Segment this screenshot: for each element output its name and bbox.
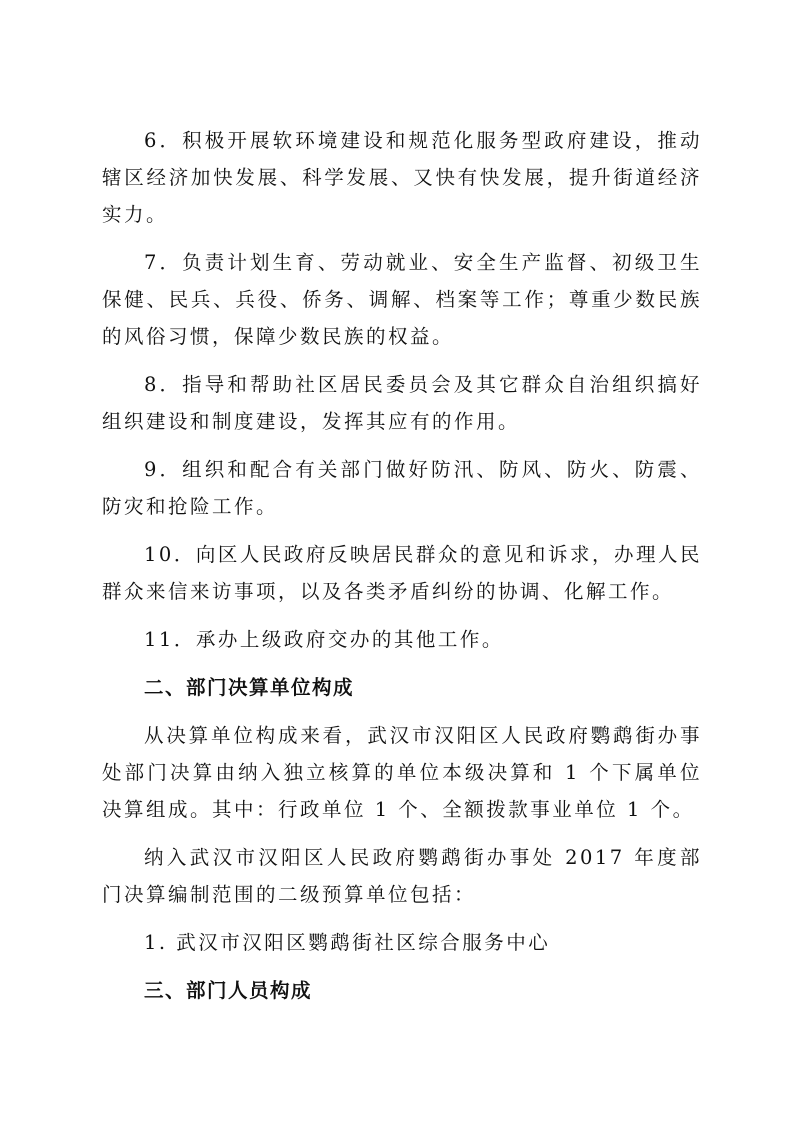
section-heading-units: 二、部门决算单位构成 xyxy=(144,676,355,699)
document-body xyxy=(102,122,702,1020)
sub-unit-item: 1. 武汉市汉阳区鹦鹉街社区综合服务中心 xyxy=(144,931,551,954)
units-paragraph: 从决算单位构成来看，武汉市汉阳区人民政府鹦鹉街办事处部门决算由纳入独立核算的单位本级决算和 1 个下属单位决算组成。其中：行政单位 1 个、全额拨款事业单位 1 个。 xyxy=(102,724,702,821)
duty-item-7: 7．负责计划生育、劳动就业、安全生产监督、初级卫生保健、民兵、兵役、侨务、调解、档案等工作；尊重少数民族的风俗习惯，保障少数民族的权益。 xyxy=(102,251,702,348)
duty-item-6: 6．积极开展软环境建设和规范化服务型政府建设，推动辖区经济加快发展、科学发展、又快有快发展，提升街道经济实力。 xyxy=(102,129,702,226)
scope-paragraph: 纳入武汉市汉阳区人民政府鹦鹉街办事处 2017 年度部门决算编制范围的二级预算单位包括： xyxy=(102,846,702,906)
section-heading-personnel: 三、部门人员构成 xyxy=(144,979,313,1002)
duty-item-8: 8．指导和帮助社区居民委员会及其它群众自治组织搞好组织建设和制度建设，发挥其应有的作用。 xyxy=(102,373,702,433)
duty-item-10: 10．向区人民政府反映居民群众的意见和诉求，办理人民群众来信来访事项，以及各类矛盾纠纷的协调、化解工作。 xyxy=(102,543,702,603)
duty-item-11: 11．承办上级政府交办的其他工作。 xyxy=(144,628,504,651)
duty-item-9: 9．组织和配合有关部门做好防汛、防风、防火、防震、防灾和抢险工作。 xyxy=(102,458,702,518)
